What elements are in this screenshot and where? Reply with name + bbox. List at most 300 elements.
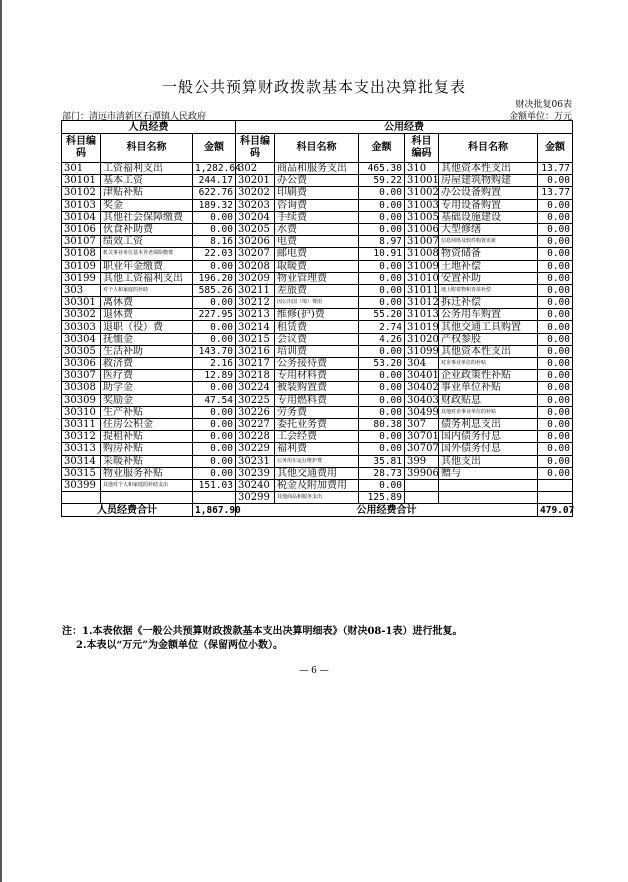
cell-name: 邮电费 [275, 248, 359, 260]
cell-amount: 0.00 [193, 418, 236, 430]
department-label: 部门：清远市清新区石潭镇人民政府 [62, 112, 207, 122]
cell-name [101, 492, 193, 504]
cell-code: 30109 [62, 260, 101, 272]
cell-code: 31005 [405, 211, 439, 223]
cell-code: 30229 [236, 443, 275, 455]
table-row [62, 248, 573, 260]
cell-name: 津贴补贴 [101, 187, 193, 199]
cell-name: 救济费 [101, 358, 193, 370]
table-row [62, 333, 573, 345]
table-row [62, 223, 573, 235]
cell-code: 31010 [405, 272, 439, 284]
note-1: 注：1.本表依据《一般公共预算财政拨款基本支出决算明细表》（财决08-1表）进行批复。 [62, 626, 463, 637]
cell-code: 30216 [236, 345, 275, 357]
cell-amount: 13.77 [538, 163, 573, 175]
cell-name: 其他交通费用 [275, 467, 359, 479]
cell-code: 30228 [236, 431, 275, 443]
cell-name: 助学金 [101, 382, 193, 394]
cell-code: 30104 [62, 211, 101, 223]
cell-name: 对企事业单位的补贴 [439, 358, 538, 370]
cell-name: 其他对个人和家庭的补助支出 [101, 479, 193, 491]
cell-code: 30707 [405, 443, 439, 455]
note-2: 2.本表以“万元”为金额单位（保留两位小数）。 [76, 640, 283, 651]
cell-amount: 0.00 [359, 431, 405, 443]
cell-code: 30304 [62, 333, 101, 345]
cell-name: 专用燃料费 [275, 394, 359, 406]
cell-name: 物业管理费 [275, 272, 359, 284]
cell-name: 差旅费 [275, 284, 359, 296]
cell-code: 30103 [62, 199, 101, 211]
cell-amount: 0.00 [359, 284, 405, 296]
cell-amount: 244.17 [193, 175, 236, 187]
cell-amount: 0.00 [538, 358, 573, 370]
page-title: 一般公共预算财政拨款基本支出决算批复表 [161, 78, 466, 96]
cell-name: 劳务费 [275, 406, 359, 418]
cell-name: 物资储备 [439, 248, 538, 260]
cell-amount: 13.77 [538, 187, 573, 199]
cell-code: 31003 [405, 199, 439, 211]
cell-amount: 151.03 [193, 479, 236, 491]
cell-code: 30303 [62, 321, 101, 333]
cell-code: 30106 [62, 223, 101, 235]
cell-amount: 0.00 [359, 479, 405, 491]
cell-code: 30215 [236, 333, 275, 345]
cell-amount: 0.00 [359, 394, 405, 406]
table-row [62, 321, 573, 333]
cell-code: 30205 [236, 223, 275, 235]
cell-code: 30218 [236, 370, 275, 382]
table-row [62, 297, 573, 309]
cell-code: 31019 [405, 321, 439, 333]
cell-amount: 0.00 [193, 211, 236, 223]
cell-name: 债务利息支出 [439, 418, 538, 430]
cell-amount: 0.00 [193, 321, 236, 333]
cell-amount: 0.00 [538, 418, 573, 430]
left-border [0, 0, 2, 882]
cell-name: 委托业务费 [275, 418, 359, 430]
cell-code: 30299 [236, 492, 275, 504]
cell-code: 30402 [405, 382, 439, 394]
col-name: 科目名称 [439, 134, 538, 163]
cell-code: 30209 [236, 272, 275, 284]
cell-name: 其他对企事业单位的补贴 [439, 406, 538, 418]
col-amount: 金额 [193, 134, 236, 163]
cell-amount: 0.00 [538, 431, 573, 443]
cell-name: 其他支出 [439, 455, 538, 467]
cell-name: 税金及附加费用 [275, 479, 359, 491]
cell-amount: 0.00 [193, 260, 236, 272]
cell-amount: 35.81 [359, 455, 405, 467]
cell-name: 房屋建筑物购建 [439, 175, 538, 187]
cell-amount: 0.00 [193, 455, 236, 467]
cell-code: 30307 [62, 370, 101, 382]
col-name: 科目名称 [275, 134, 359, 163]
cell-amount: 143.70 [193, 345, 236, 357]
cell-amount: 80.38 [359, 418, 405, 430]
cell-code: 31008 [405, 248, 439, 260]
col-code: 科目编码 [405, 134, 439, 163]
cell-amount: 0.00 [359, 443, 405, 455]
cell-code: 307 [405, 418, 439, 430]
cell-code: 30401 [405, 370, 439, 382]
cell-amount: 585.26 [193, 284, 236, 296]
cell-code: 30102 [62, 187, 101, 199]
cell-name: 生产补贴 [101, 406, 193, 418]
notes [62, 625, 462, 653]
cell-amount: 0.00 [538, 297, 573, 309]
cell-name: 提租补贴 [101, 431, 193, 443]
cell-amount: 125.89 [359, 492, 405, 504]
cell-name: 企业政策性补贴 [439, 370, 538, 382]
cell-name: 公务用车购置 [439, 309, 538, 321]
cell-code: 30240 [236, 479, 275, 491]
table-row [62, 187, 573, 199]
cell-amount: 0.00 [538, 382, 573, 394]
cell-name: 手续费 [275, 211, 359, 223]
cell-code: 30101 [62, 175, 101, 187]
cell-amount: 0.00 [538, 260, 573, 272]
cell-name: 安置补助 [439, 272, 538, 284]
cell-name: 住房公积金 [101, 418, 193, 430]
cell-amount: 0.00 [193, 406, 236, 418]
cell-name: 其他工资福利支出 [101, 272, 193, 284]
col-code: 科目编码 [62, 134, 101, 163]
table-row [62, 370, 573, 382]
cell-code [62, 492, 101, 504]
cell-amount: 0.00 [359, 297, 405, 309]
cell-amount: 55.20 [359, 309, 405, 321]
cell-amount: 0.00 [359, 199, 405, 211]
cell-code: 30239 [236, 467, 275, 479]
cell-name: 产权参股 [439, 333, 538, 345]
table-row [62, 479, 573, 491]
cell-amount: 0.00 [359, 382, 405, 394]
table-row [62, 260, 573, 272]
cell-code: 30399 [62, 479, 101, 491]
cell-code [405, 492, 439, 504]
cell-amount: 0.00 [359, 272, 405, 284]
cell-amount: 2.16 [193, 358, 236, 370]
cell-amount: 0.00 [538, 345, 573, 357]
cell-name: 取暖费 [275, 260, 359, 272]
cell-amount: 0.00 [538, 199, 573, 211]
cell-amount [538, 479, 573, 491]
cell-amount: 4.26 [359, 333, 405, 345]
cell-amount: 12.89 [193, 370, 236, 382]
cell-code: 30403 [405, 394, 439, 406]
table-row [62, 418, 573, 430]
table-row [62, 272, 573, 284]
cell-name: 被装购置费 [275, 382, 359, 394]
cell-code: 30305 [62, 345, 101, 357]
table-row [62, 455, 573, 467]
cell-name: 其他交通工具购置 [439, 321, 538, 333]
cell-name: 培训费 [275, 345, 359, 357]
cell-code: 30207 [236, 248, 275, 260]
col-amount: 金额 [538, 134, 573, 163]
cell-code: 30310 [62, 406, 101, 418]
cell-name: 地上附着物和青苗补偿 [439, 284, 538, 296]
cell-name: 工会经费 [275, 431, 359, 443]
cell-amount: 0.00 [193, 382, 236, 394]
cell-name: 拆迁补偿 [439, 297, 538, 309]
cell-amount: 0.00 [538, 223, 573, 235]
table-row [62, 382, 573, 394]
cell-name: 大型修缮 [439, 223, 538, 235]
cell-amount: 10.91 [359, 248, 405, 260]
cell-amount: 0.00 [359, 260, 405, 272]
cell-code: 39906 [405, 467, 439, 479]
cell-amount: 8.97 [359, 236, 405, 248]
cell-amount: 0.00 [538, 406, 573, 418]
table-row [62, 163, 573, 175]
cell-name: 印刷费 [275, 187, 359, 199]
cell-amount: 0.00 [193, 467, 236, 479]
table-row [62, 492, 573, 504]
cell-amount: 0.00 [359, 406, 405, 418]
cell-name: 其他资本性支出 [439, 163, 538, 175]
cell-code: 30315 [62, 467, 101, 479]
cell-code: 304 [405, 358, 439, 370]
cell-code: 31002 [405, 187, 439, 199]
cell-amount: 0.00 [359, 223, 405, 235]
cell-code: 30203 [236, 199, 275, 211]
cell-amount: 0.00 [193, 443, 236, 455]
cell-name: 其他资本性支出 [439, 345, 538, 357]
cell-name: 财政贴息 [439, 394, 538, 406]
cell-name: 医疗费 [101, 370, 193, 382]
cell-name: 对个人和家庭的补助 [101, 284, 193, 296]
cell-amount: 0.00 [538, 248, 573, 260]
cell-code: 31007 [405, 236, 439, 248]
cell-name: 维修(护)费 [275, 309, 359, 321]
cell-name: 抚恤金 [101, 333, 193, 345]
cell-name: 信息网络及软件购置更新 [439, 236, 538, 248]
cell-name [439, 479, 538, 491]
cell-amount: 8.16 [193, 236, 236, 248]
cell-code: 31001 [405, 175, 439, 187]
cell-amount [193, 492, 236, 504]
cell-name: 伙食补助费 [101, 223, 193, 235]
cell-amount: 0.00 [538, 370, 573, 382]
cell-name: 基础设施建设 [439, 211, 538, 223]
cell-code: 30217 [236, 358, 275, 370]
table-row [62, 236, 573, 248]
table-row [62, 394, 573, 406]
table-row [62, 199, 573, 211]
cell-amount: 465.30 [359, 163, 405, 175]
cell-code: 30499 [405, 406, 439, 418]
cell-code: 30202 [236, 187, 275, 199]
cell-code: 31020 [405, 333, 439, 345]
cell-amount [538, 492, 573, 504]
cell-code: 30213 [236, 309, 275, 321]
cell-amount: 0.00 [538, 236, 573, 248]
cell-amount: 0.00 [538, 175, 573, 187]
cell-name: 工资福利支出 [101, 163, 193, 175]
cell-code: 31006 [405, 223, 439, 235]
cell-amount: 0.00 [538, 333, 573, 345]
cell-code: 30208 [236, 260, 275, 272]
cell-code: 31099 [405, 345, 439, 357]
col-code: 科目编码 [236, 134, 275, 163]
table-row [62, 211, 573, 223]
cell-code: 30211 [236, 284, 275, 296]
col-amount: 金额 [359, 134, 405, 163]
cell-name: 国外债务付息 [439, 443, 538, 455]
cell-name: 退休费 [101, 309, 193, 321]
cell-name: 机关事业单位基本养老保险缴费 [101, 248, 193, 260]
cell-code: 30206 [236, 236, 275, 248]
cell-amount: 0.00 [359, 345, 405, 357]
cell-amount: 0.00 [359, 370, 405, 382]
public-header: 公用经费 [236, 121, 573, 134]
cell-name: 国内债务付息 [439, 431, 538, 443]
cell-code: 30313 [62, 443, 101, 455]
cell-name: 职业年金缴费 [101, 260, 193, 272]
personnel-total-value: 1,867.90 [193, 504, 236, 517]
cell-code: 30301 [62, 297, 101, 309]
cell-amount: 189.32 [193, 199, 236, 211]
cell-code: 30107 [62, 236, 101, 248]
table-row [62, 175, 573, 187]
cell-amount: 0.00 [193, 223, 236, 235]
cell-amount: 0.00 [538, 321, 573, 333]
cell-name: 专用设备购置 [439, 199, 538, 211]
unit-label: 金额单位：万元 [508, 112, 572, 122]
cell-name: 奖金 [101, 199, 193, 211]
cell-name: 公务用车运行维护费 [275, 455, 359, 467]
cell-code: 310 [405, 163, 439, 175]
personnel-header: 人员经费 [62, 121, 236, 134]
cell-code: 30308 [62, 382, 101, 394]
cell-code: 30306 [62, 358, 101, 370]
cell-amount: 622.76 [193, 187, 236, 199]
cell-code [405, 479, 439, 491]
cell-code: 303 [62, 284, 101, 296]
cell-code: 30212 [236, 297, 275, 309]
cell-name: 其他商品和服务支出 [275, 492, 359, 504]
cell-name: 咨询费 [275, 199, 359, 211]
cell-amount: 0.00 [538, 455, 573, 467]
cell-name: 事业单位补贴 [439, 382, 538, 394]
cell-name: 土地补偿 [439, 260, 538, 272]
cell-amount: 53.20 [359, 358, 405, 370]
public-total-value: 479.07 [538, 504, 573, 517]
cell-amount: 0.00 [538, 272, 573, 284]
cell-code: 30309 [62, 394, 101, 406]
cell-name: 商品和服务支出 [275, 163, 359, 175]
cell-amount: 227.95 [193, 309, 236, 321]
table-row [62, 467, 573, 479]
cell-name: 福利费 [275, 443, 359, 455]
cell-code: 302 [236, 163, 275, 175]
cell-amount: 28.73 [359, 467, 405, 479]
section-header-row [62, 121, 573, 134]
cell-amount: 0.00 [538, 443, 573, 455]
page-number: — 6 — [299, 666, 329, 676]
table-row [62, 309, 573, 321]
table-row [62, 284, 573, 296]
cell-name: 奖励金 [101, 394, 193, 406]
cell-name: 因公出国（境）费用 [275, 297, 359, 309]
form-number: 财决批复06表 [515, 100, 572, 110]
cell-amount: 47.54 [193, 394, 236, 406]
cell-name: 租赁费 [275, 321, 359, 333]
cell-code: 30302 [62, 309, 101, 321]
cell-code: 30204 [236, 211, 275, 223]
cell-code: 30312 [62, 431, 101, 443]
cell-code: 30227 [236, 418, 275, 430]
cell-name: 物业服务补贴 [101, 467, 193, 479]
cell-name: 采暖补贴 [101, 455, 193, 467]
cell-name: 赠与 [439, 467, 538, 479]
cell-amount: 0.00 [359, 187, 405, 199]
cell-code: 31009 [405, 260, 439, 272]
cell-amount: 22.03 [193, 248, 236, 260]
cell-name: 其他社会保障缴费 [101, 211, 193, 223]
cell-code: 30311 [62, 418, 101, 430]
cell-amount: 59.22 [359, 175, 405, 187]
cell-name: 离休费 [101, 297, 193, 309]
cell-name: 购房补贴 [101, 443, 193, 455]
public-total-label: 公用经费合计 [236, 504, 538, 517]
cell-name: 水费 [275, 223, 359, 235]
table-row [62, 443, 573, 455]
personnel-total-label: 人员经费合计 [62, 504, 193, 517]
cell-amount: 0.00 [193, 297, 236, 309]
cell-code: 30314 [62, 455, 101, 467]
cell-name: 办公设备购置 [439, 187, 538, 199]
cell-code: 30214 [236, 321, 275, 333]
cell-name: 退职（役）费 [101, 321, 193, 333]
cell-amount: 0.00 [538, 211, 573, 223]
cell-code: 31011 [405, 284, 439, 296]
cell-code: 399 [405, 455, 439, 467]
cell-code: 30226 [236, 406, 275, 418]
cell-name: 生活补助 [101, 345, 193, 357]
cell-name: 电费 [275, 236, 359, 248]
cell-name [439, 492, 538, 504]
cell-code: 30108 [62, 248, 101, 260]
cell-amount: 0.00 [193, 333, 236, 345]
cell-name: 专用材料费 [275, 370, 359, 382]
cell-code: 30225 [236, 394, 275, 406]
table-row [62, 358, 573, 370]
cell-amount: 1,282.64 [193, 163, 236, 175]
cell-amount: 0.00 [538, 394, 573, 406]
cell-code: 30224 [236, 382, 275, 394]
cell-name: 公务接待费 [275, 358, 359, 370]
cell-amount: 2.74 [359, 321, 405, 333]
cell-code: 30231 [236, 455, 275, 467]
cell-amount: 0.00 [538, 309, 573, 321]
table-row [62, 345, 573, 357]
cell-amount: 0.00 [538, 467, 573, 479]
cell-amount: 0.00 [193, 431, 236, 443]
table-row [62, 431, 573, 443]
cell-name: 绩效工资 [101, 236, 193, 248]
cell-code: 31013 [405, 309, 439, 321]
expenditure-table [61, 120, 573, 517]
cell-code: 30199 [62, 272, 101, 284]
cell-name: 基本工资 [101, 175, 193, 187]
column-header-row [62, 134, 573, 163]
cell-name: 办公费 [275, 175, 359, 187]
cell-name: 会议费 [275, 333, 359, 345]
cell-code: 30201 [236, 175, 275, 187]
cell-code: 31012 [405, 297, 439, 309]
